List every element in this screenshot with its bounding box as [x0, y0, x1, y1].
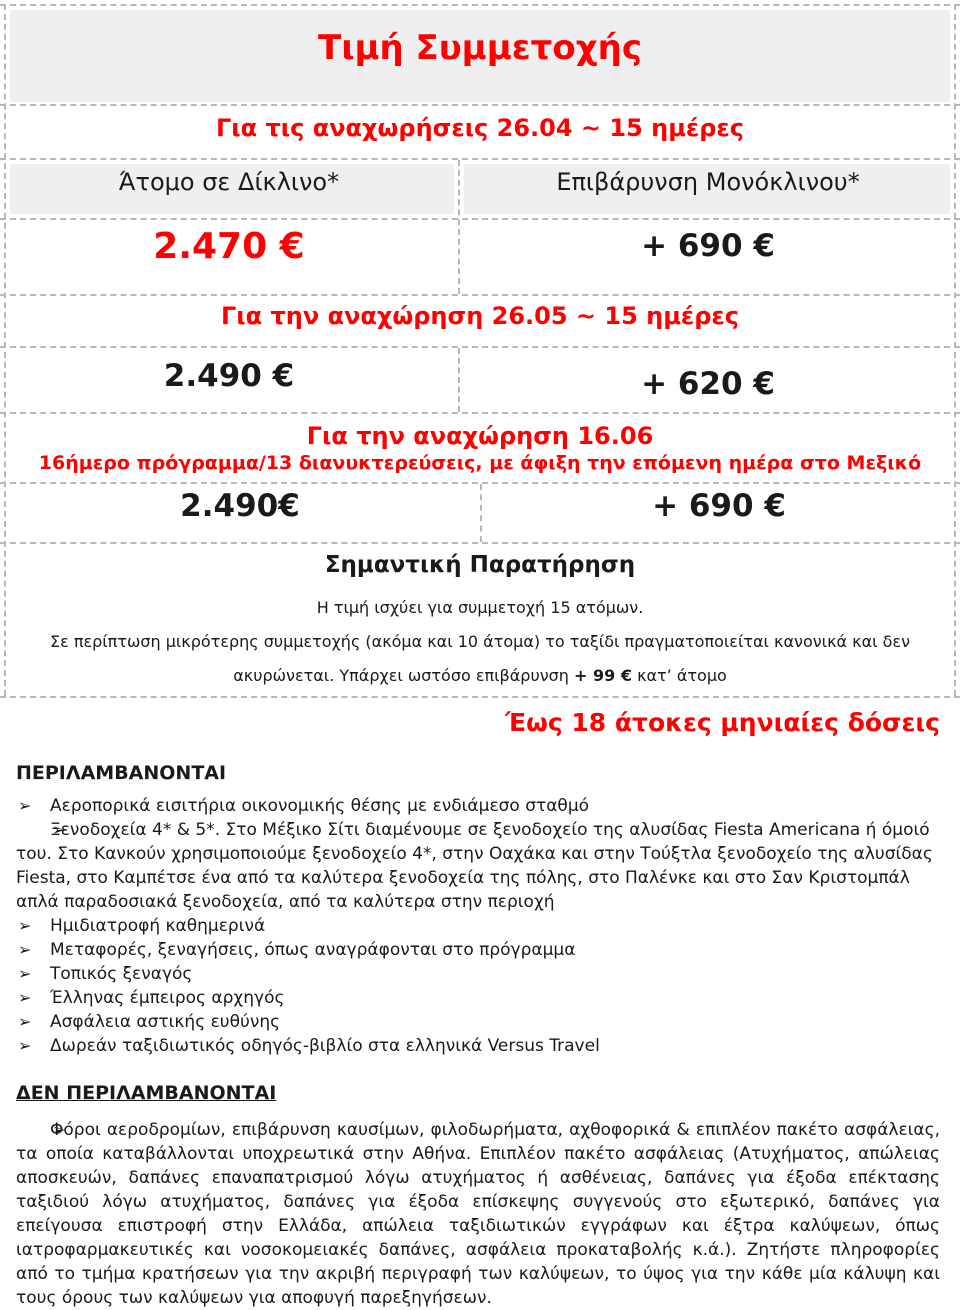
- departure-3-sublabel: 16ήμερο πρόγραμμα/13 διανυκτερεύσεις, με άφιξη την επόμενη ημέρα στο Μεξικό: [38, 452, 922, 474]
- table-border: [0, 4, 960, 6]
- included-item: ➢ Τοπικός ξεναγός: [16, 962, 940, 986]
- excluded-item: ➢ Φόροι αεροδρομίων, επιβάρυνση καυσίμων, φιλοδωρήματα, αχθοφορικά & επιπλέον πακέτο ασφάλειας, τα οποία καταβάλλονται υποχρεωτικά στην Αθήνα. Επιπλέον πακέτο ασφάλειας (Ατυχήματος, απώλειας αποσκευών, δαπάνες επαναπατρισμού λόγω ατυχήματος ή ασθένειας, δαπάνες για έξοδα επέκτασης ταξιδιού λόγω ατυχήματος, δαπάνες για έξοδα επίσκεψης συγγενούς στο εξωτερικό, δαπάνες για επείγουσα επιστροφή στην Ελλάδα, απώλεια ταξιδιωτικών εγγράφων και έξτρα καλύψεων, όπως ιατροφαρμακευτικές και νοσοκομειακές δαπάνες, ασφάλεια προκαταβολής κ.ά.). Ζητήστε πληροφορίες από το τμήμα κρατήσεων για την ακριβή περιγραφή των καλύψεων, το ύψος για την κάθε μία κάλυψη και τους όρους των καλύψεων για αποφυγή παρεξηγήσεων.: [16, 1118, 940, 1310]
- installments-banner: Έως 18 άτοκες μηνιαίες δόσεις: [504, 708, 940, 737]
- departure-1-label: Για τις αναχωρήσεις 26.04 ~ 15 ημέρες: [215, 114, 744, 142]
- included-item: ➢ Αεροπορικά εισιτήρια οικονομικής θέσης με ενδιάμεσο σταθμό: [16, 794, 940, 818]
- departure-3-label: Για την αναχώρηση 16.06: [306, 422, 654, 450]
- departure-2-price-single: + 620 €: [641, 366, 775, 402]
- table-border: [0, 542, 960, 544]
- included-item: ➢ Ασφάλεια αστικής ευθύνης: [16, 1010, 940, 1034]
- departure-3-price-double: 2.490€: [180, 488, 300, 524]
- table-border: [954, 4, 956, 696]
- included-item: ➢ Ξενοδοχεία 4* & 5*. Στο Μέξικο Σίτι διαμένουμε σε ξενοδοχείο της αλυσίδας Fiesta Americana ή όμοιό του. Στο Κανκούν χρησιμοποιούμε ξενοδοχείο 4*, στην Οαχάκα και στην Τούξτλα ξενοδοχείο της αλυσίδας Fiesta, στο Καμπέτσε ένα από τα καλύτερα ξενοδοχεία της πόλης, στο Παλένκε και στο Σαν Κριστομπάλ απλά παραδοσιακά ξενοδοχεία, από τα καλύτερα στην περιοχή: [16, 818, 940, 914]
- excluded-heading: ΔΕΝ ΠΕΡΙΛΑΜΒΑΝΟΝΤΑΙ: [16, 1082, 277, 1104]
- notice-line-3-end: κατ’ άτομο: [637, 666, 727, 685]
- included-item: ➢ Έλληνας έμπειρος αρχηγός: [16, 986, 940, 1010]
- included-item: ➢ Ημιδιατροφή καθημερινά: [16, 914, 940, 938]
- table-border: [0, 696, 960, 698]
- included-item: ➢ Μεταφορές, ξεναγήσεις, όπως αναγράφονται στο πρόγραμμα: [16, 938, 940, 962]
- table-border: [0, 412, 960, 414]
- table-border: [0, 218, 960, 220]
- table-border: [4, 4, 6, 696]
- price-title: Τιμή Συμμετοχής: [318, 28, 642, 68]
- departure-1-price-single: + 690 €: [641, 228, 775, 264]
- departure-3-price-single: + 690 €: [652, 488, 786, 524]
- notice-line-2: Σε περίπτωση μικρότερης συμμετοχής (ακόμα και 10 άτομα) το ταξίδι πραγματοποιείται κανονικά και δεν: [49, 632, 910, 651]
- notice-surcharge: + 99 €: [574, 666, 632, 685]
- included-heading: ΠΕΡΙΛΑΜΒΑΝΟΝΤΑΙ: [16, 762, 227, 784]
- included-list: [16, 794, 940, 1058]
- notice-line-3-start: ακυρώνεται. Υπάρχει ωστόσο επιβάρυνση: [233, 666, 569, 685]
- excluded-list: [16, 1118, 940, 1310]
- departure-2-price-double: 2.490 €: [163, 358, 295, 394]
- table-border: [0, 158, 960, 160]
- single-supplement-header: Επιβάρυνση Μονόκλινου*: [556, 168, 860, 196]
- table-border: [0, 346, 960, 348]
- notice-heading: Σημαντική Παρατήρηση: [324, 552, 636, 578]
- notice-line-3: [0, 666, 960, 685]
- notice-line-1: Η τιμή ισχύει για συμμετοχή 15 ατόμων.: [316, 598, 644, 617]
- table-border: [0, 104, 960, 106]
- departure-2-label: Για την αναχώρηση 26.05 ~ 15 ημέρες: [220, 302, 739, 330]
- departure-1-price-double: 2.470 €: [153, 226, 305, 267]
- double-room-header: Άτομο σε Δίκλινο*: [118, 168, 340, 196]
- included-item: ➢ Δωρεάν ταξιδιωτικός οδηγός-βιβλίο στα ελληνικά Versus Travel: [16, 1034, 940, 1058]
- table-border: [0, 294, 960, 296]
